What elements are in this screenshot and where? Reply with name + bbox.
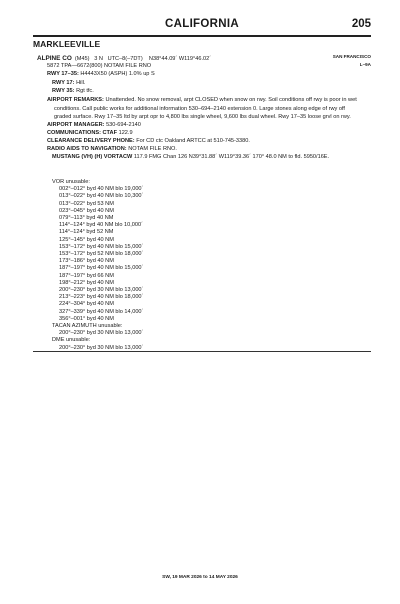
- navaid-restriction-line: VOR unusable:: [52, 179, 90, 185]
- navaid-restriction-line: 153°–172° byd 52 NM blo 18,000´: [59, 251, 144, 258]
- navaid-restriction-line: 173°–186° byd 40 NM: [59, 258, 114, 265]
- page-header: [33, 18, 371, 36]
- navaid-restriction-line: 187°–197° byd 66 NM: [59, 272, 114, 279]
- airport-name: ALPINE CO: [37, 55, 72, 62]
- navaid-restriction-line: 002°–012° byd 40 NM blo 19,000´: [59, 186, 144, 193]
- navaid-restriction-line: 198°–212° byd 40 NM: [59, 279, 114, 286]
- clearance-delivery-line: [47, 138, 250, 145]
- navaid-restriction-line: 023°–045° byd 40 NM: [59, 207, 114, 214]
- chart-reference: L–9A: [359, 62, 371, 67]
- page-number: 205: [351, 18, 371, 30]
- city-name: MARKLEEVILLE: [33, 39, 101, 49]
- manager-label: AIRPORT MANAGER:: [47, 122, 105, 128]
- navaid-restriction-line: 125°–145° byd 40 NM: [59, 236, 114, 243]
- airport-id: (M45): [74, 56, 90, 62]
- communications-line: [47, 130, 133, 137]
- runway-35-label: RWY 35:: [52, 88, 75, 94]
- state-title: CALIFORNIA: [165, 18, 239, 30]
- sectional-chart: SAN FRANCISCO: [332, 54, 371, 59]
- navaid-restriction-line: 114°–124° byd 52 NM: [59, 229, 114, 236]
- remarks-label: AIRPORT REMARKS:: [47, 97, 104, 103]
- navaid-restriction-line: 200°–230° byd 30 NM blo 13,000´: [59, 344, 144, 351]
- remarks-text-2: conditions. Call public works for additional information 530–694–2140 extension 0. Large stones along edge of rwy off: [54, 105, 345, 112]
- airport-title-line: [37, 55, 211, 63]
- runway-value: H4443X50 (ASPH) 1.0% up S: [80, 71, 155, 77]
- navaid-restriction-line: 013°–022° byd 40 NM blo 10,300´: [59, 193, 144, 200]
- ctaf-frequency: 122.9: [118, 130, 133, 136]
- airport-utc: UTC–8(–7DT): [107, 56, 143, 62]
- airport-coordinates: N38°44.09´ W119°46.02´: [148, 56, 212, 62]
- runway-label: RWY 17–35:: [47, 71, 79, 77]
- navaid-restriction-line: 356°–001° byd 40 NM: [59, 315, 114, 322]
- radio-aids-label: RADIO AIDS TO NAVIGATION:: [47, 146, 127, 152]
- navaid-restriction-line: 200°–230° byd 30 NM blo 13,000´: [59, 287, 144, 294]
- navaid-restriction-line: 200°–230° byd 30 NM blo 13,000´: [59, 330, 144, 337]
- runway-35-line: [52, 88, 94, 95]
- navaid-restriction-line: DME unusable:: [52, 337, 91, 344]
- airport-remarks: [47, 96, 371, 122]
- navaid-restriction-line: 153°–172° byd 40 NM blo 15,000´: [59, 243, 144, 250]
- entry-divider: [33, 351, 371, 352]
- navaid-restriction-line: 224°–304° byd 40 NM: [59, 301, 114, 308]
- navaid-restriction-line: 187°–197° byd 40 NM blo 15,000´: [59, 265, 144, 272]
- header-divider: [33, 35, 371, 37]
- vortac-name: MUSTANG (VH) (H) VORTACW: [52, 154, 133, 160]
- runway-35-value: Rgt tfc.: [76, 88, 94, 94]
- navaid-restriction-line: 079°–113° byd 40 NM: [59, 215, 114, 222]
- navaid-restriction-line: 213°–223° byd 40 NM blo 18,000´: [59, 294, 144, 301]
- elevation-line: 5872 TPA—6672(800) NOTAM FILE RNO: [47, 63, 152, 69]
- remarks-text-1: Unattended. No snow removal, arpt CLOSED when snow on rwy. Soil conditions off rwy is poor in wet: [105, 97, 357, 103]
- remarks-text-3: graded surface. Rwy 17–35 ltd by arpt opr to 4,800 lbs single wheel, 9,600 lbs dual wheel. Rwy 17–35 loose grvl on rwy.: [54, 114, 351, 120]
- vortac-details: 117.9 FMG Chan 126 N39°31.88´ W119°39.36´ 170° 48.0 NM to fld. 5950/16E.: [133, 154, 330, 160]
- airport-distance: 3 N: [94, 56, 103, 62]
- vortac-line: [52, 154, 329, 161]
- runway-17-label: RWY 17:: [52, 80, 75, 86]
- navaid-restriction-line: 327°–339° byd 40 NM blo 14,000´: [59, 308, 144, 315]
- navaid-restriction-line: 114°–124° byd 40 NM blo 10,000´: [59, 222, 143, 229]
- radio-aids-value: NOTAM FILE RNO.: [128, 146, 177, 152]
- clearance-value: For CD ctc Oakland ARTCC at 510-745-3380.: [136, 138, 250, 144]
- runway-line: [47, 71, 155, 78]
- runway-17-value: Hill.: [76, 80, 86, 86]
- runway-17-line: [52, 80, 85, 87]
- manager-phone: 530-694-2140: [106, 122, 141, 128]
- navaid-restriction-line: 013°–022° byd 53 NM: [59, 200, 114, 207]
- navaid-restriction-line: TACAN AZIMUTH unusable:: [52, 323, 123, 330]
- navaid-unusable-list: [52, 179, 143, 352]
- clearance-label: CLEARANCE DELIVERY PHONE:: [47, 138, 135, 144]
- airport-manager-line: [47, 122, 141, 129]
- communications-label: COMMUNICATIONS: CTAF: [47, 130, 118, 136]
- effective-dates-footer: SW, 19 MAR 2026 to 14 MAY 2026: [162, 575, 238, 580]
- radio-aids-line: [47, 146, 177, 153]
